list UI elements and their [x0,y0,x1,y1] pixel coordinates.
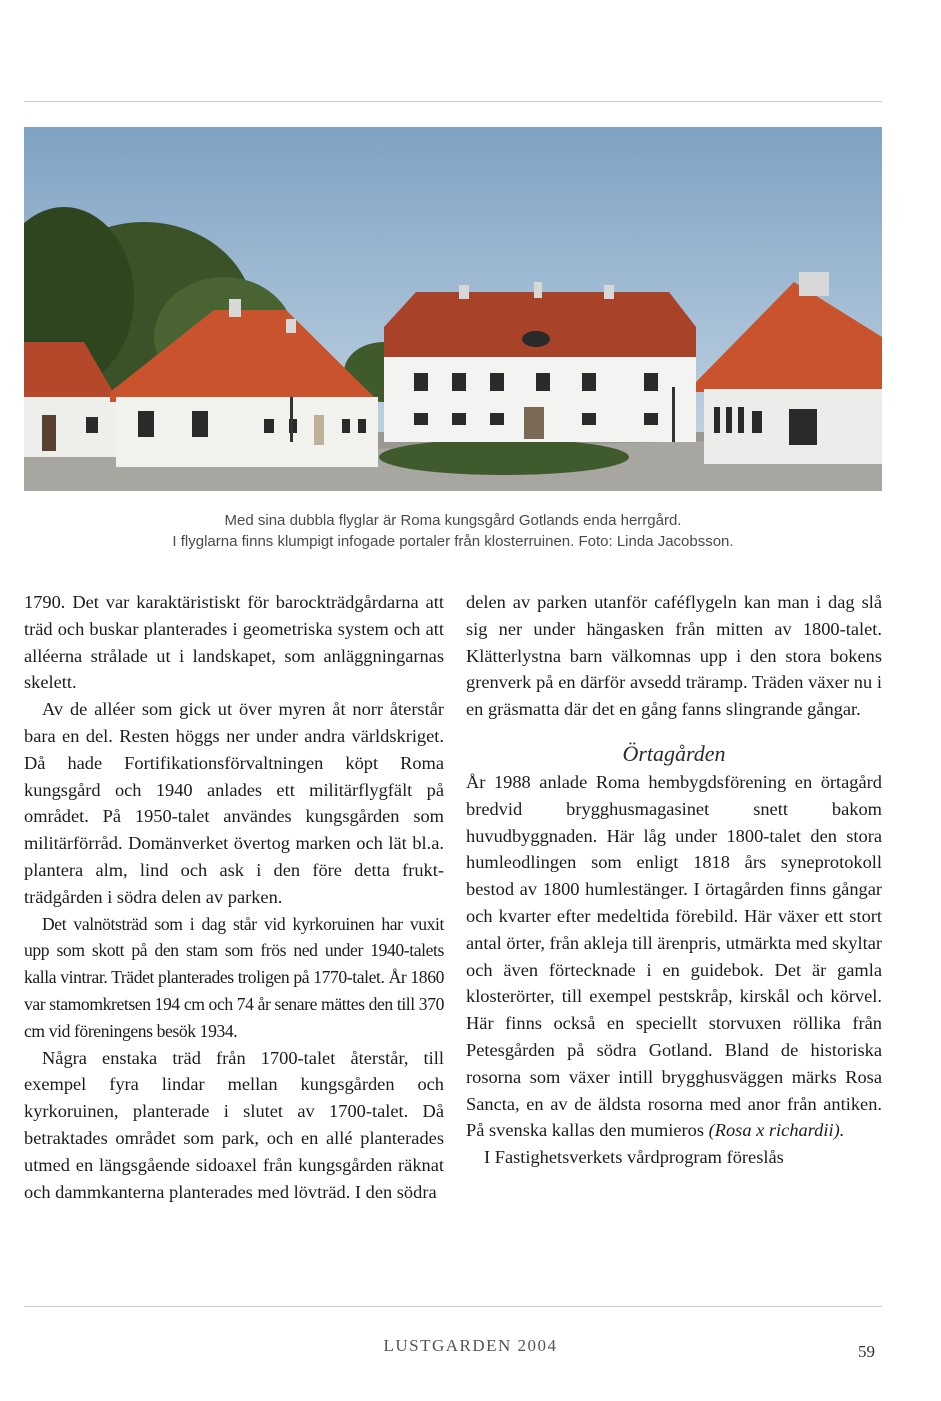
right-paragraph-1: delen av parken utanför caféflygeln kan man i dag slå sig ner under hängasken från mitten av 1800-talet. Klätterlystna barn välkomnas upp i den stora bokens grenverk på en därför avsedd träramp. Träden växer nu i en gräsmatta där det en gång fanns slingrande gångar. [466,592,882,720]
bottom-rule [24,1306,882,1307]
left-paragraph-1: 1790. Det var karaktäristiskt för barockträdgårdarna att träd och buskar planterades i geometriska system och att alléerna strålade ut i landskapet, som anläggningarnas skelett. [24,592,444,693]
right-paragraph-2 [466,769,882,1144]
photo-caption [24,510,882,552]
species-name: (Rosa x richardii). [708,1120,845,1141]
section-heading: Örtagården [622,740,726,766]
caption-line-1: Med sina dubbla flyglar är Roma kungsgård Gotlands enda herrgård. [224,512,682,529]
left-paragraph-4: Några enstaka träd från 1700-talet återstår, till exempel fyra lindar mellan kungsgården och kyrkoruinen, planterade i slutet av 1700-talet. Då betraktades området som park, och en allé planterades utmed en längsgående sidoaxel från kungsgården räknat och dammkanterna planterades med lövträd. I den södra [24,1047,444,1202]
right-paragraph-3: I Fastighetsverkets vårdprogram föreslås [484,1147,784,1168]
right-column [466,589,882,1171]
right-paragraph-2-text: År 1988 anlade Roma hembygdsförening en örtagård bredvid brygghusmagasinet snett bakom huvudbyggnaden. Här låg under 1800-talet den stora humleodlingen som enligt 1818 års syneprotokoll bestod av 1800 humlestänger. I örtagården finns gångar och kvarter efter medeltida förebild. Här växer ett stort antal örter, från akleja till ärenpris, utmärkta med skyltar och även förtecknade i en guidebok. Det är gamla klosterörter, till exempel pestskråp, kirskål och körvel. Här finns också en speciellt storvuxen röllika från Petesgården på södra Gotland. Bland de historiska rosorna som växer intill brygghusväggen märks Rosa Sancta, en av de äldsta rosorna med anor från antiken. På svenska kallas den mumieros [466,771,882,1141]
journal-footer: LUSTGARDEN 2004 [383,1336,558,1355]
left-paragraph-3: Det valnötsträd som i dag står vid kyrkoruinen har vuxit upp som skott på den stam som frös ned under 1940-talets kalla vintrar. Trädet planterades troligen på 1770-talet. År 1860 var stamomkretsen 194 cm och 74 år senare mättes den till 370 cm vid föreningens besök 1934. [24,913,444,1041]
left-column [24,589,444,1205]
page-number: 59 [858,1342,875,1361]
left-paragraph-2: Av de alléer som gick ut över myren åt norr återstår bara en del. Resten höggs ner under andra världskriget. Då hade Fortifikationsförvaltningen köpt Roma kungsgård och 1940 anlades ett militärflygfält på området. På 1950-talet användes kungsgården som militärförråd. Domänverket övertog marken och lät bl.a. plantera alm, lind och ask i den före detta fruktträdgården i södra delen av parken. [24,699,444,907]
top-rule [24,101,882,102]
manor-photo [24,127,882,491]
caption-line-2: I flyglarna finns klumpigt infogade portaler från klosterruinen. Foto: Linda Jacobsson. [172,533,734,550]
